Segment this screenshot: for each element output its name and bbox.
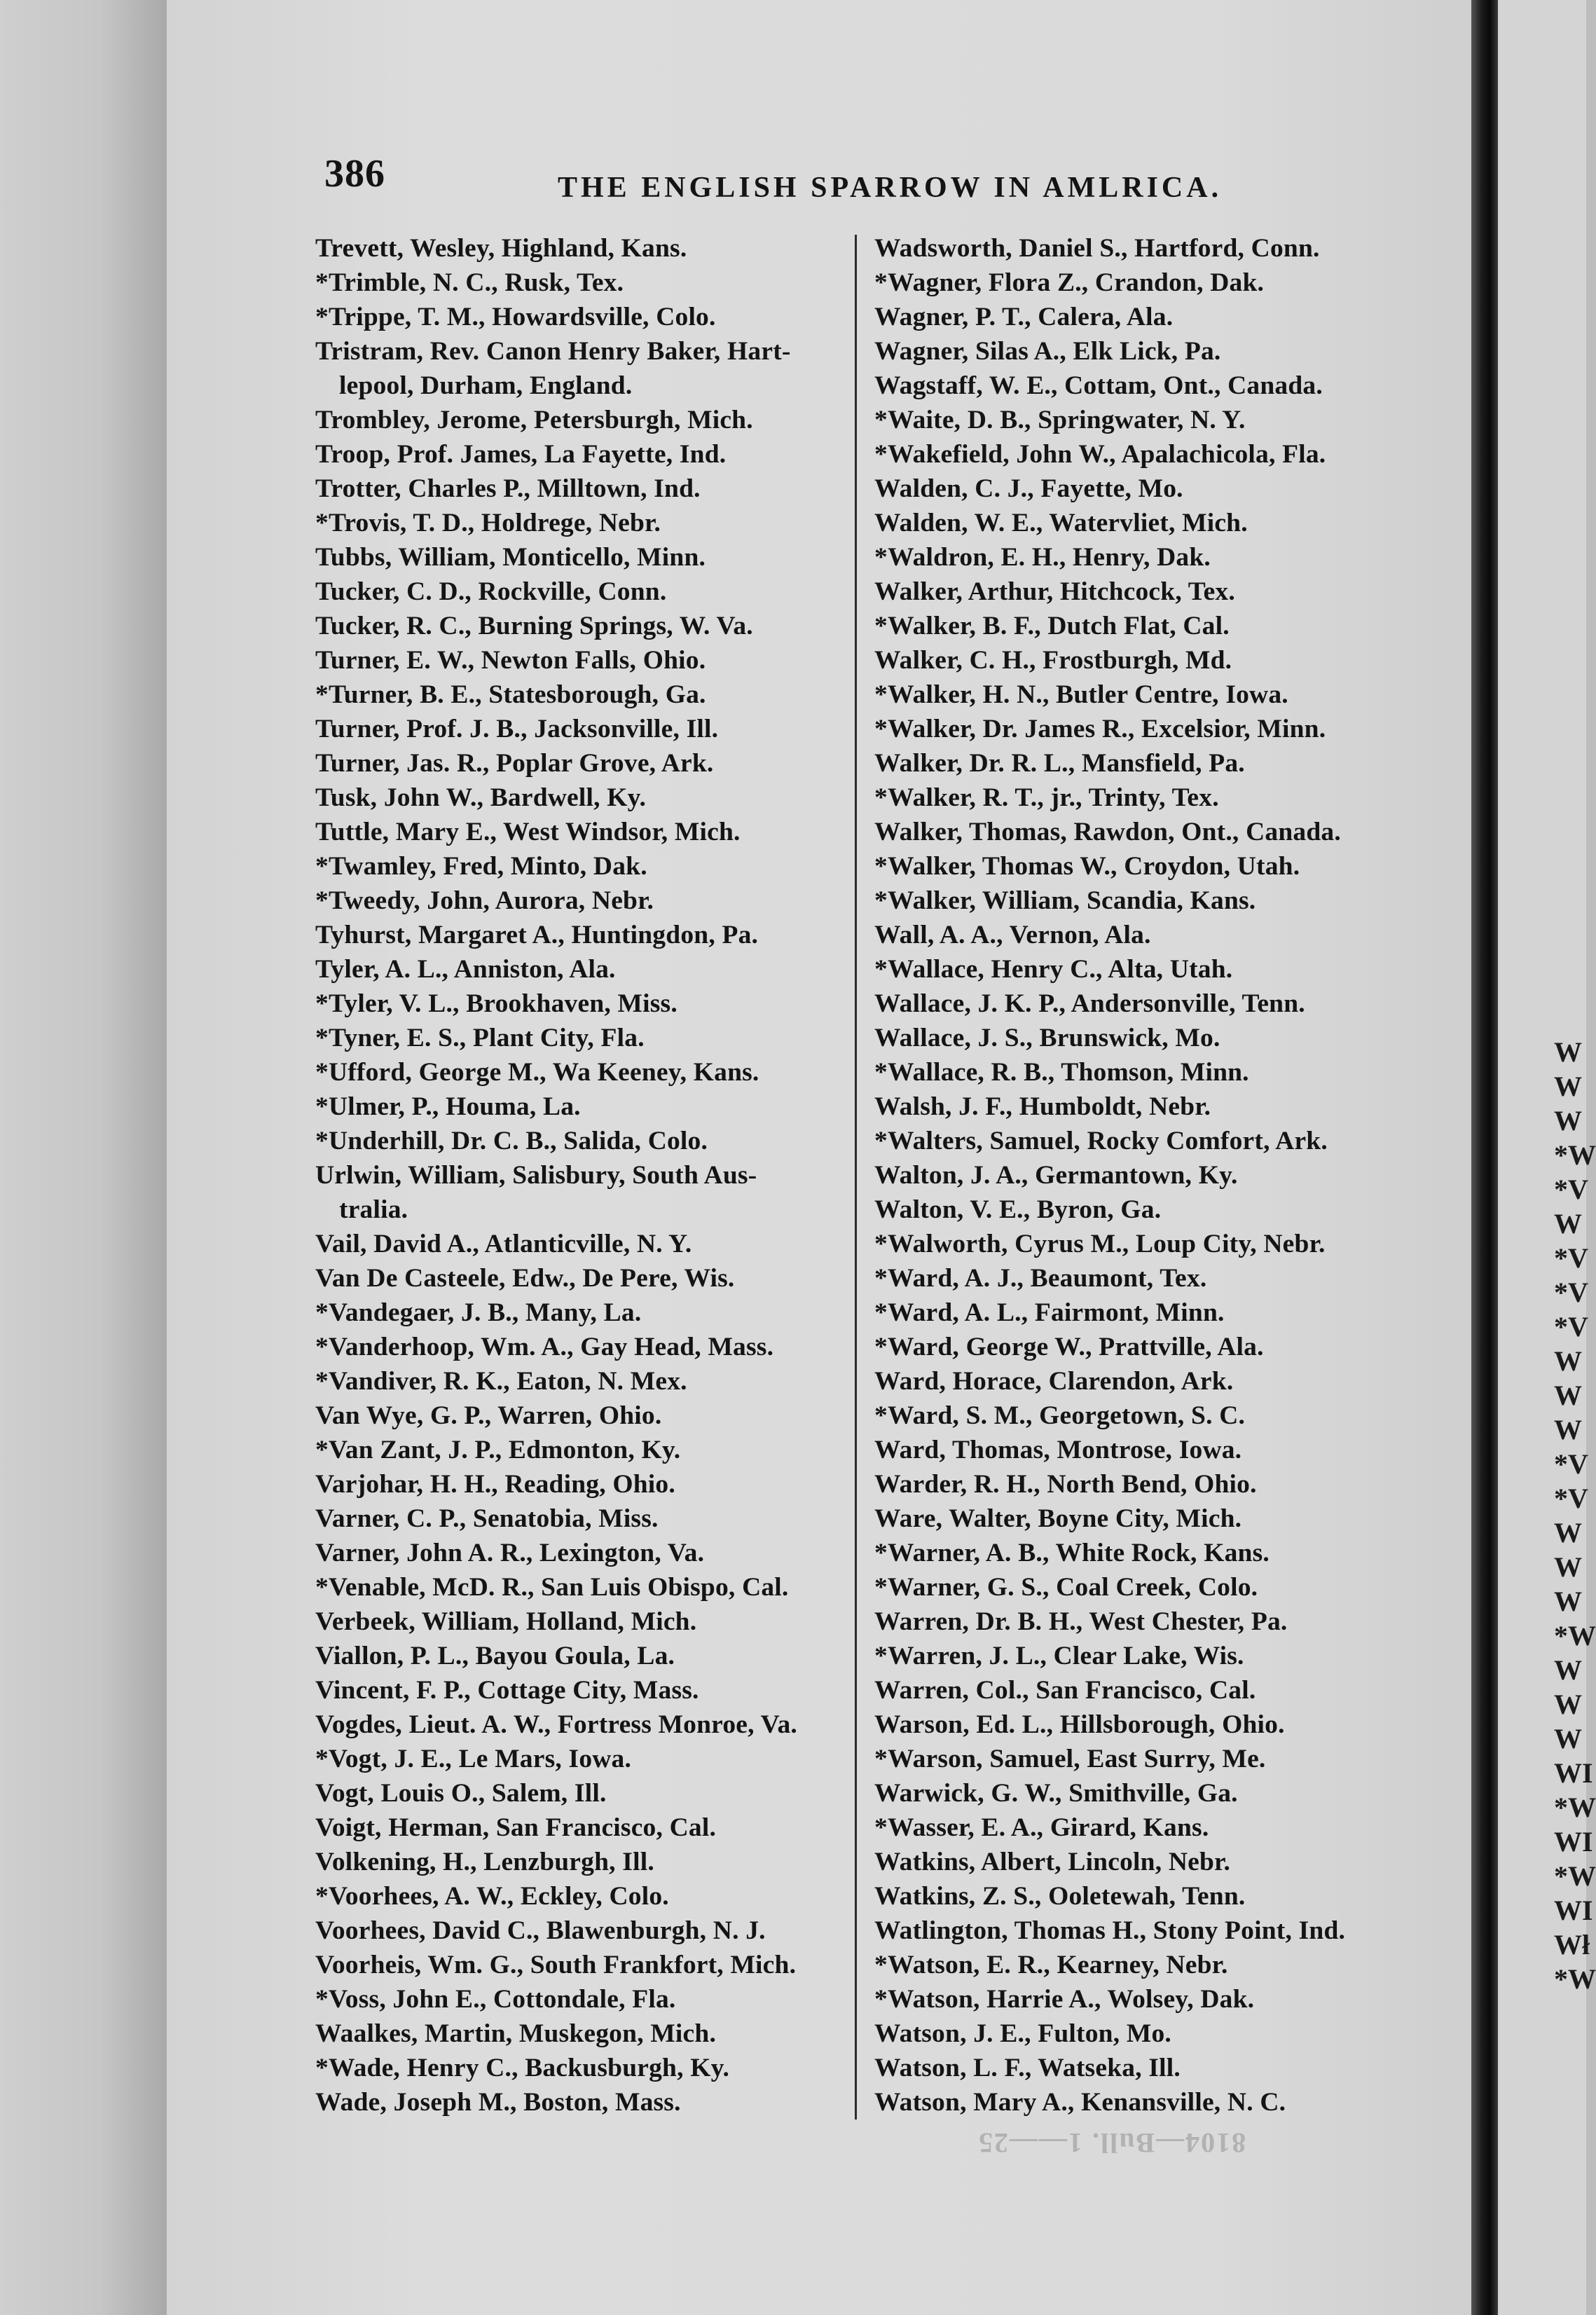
directory-entry: Tyler, A. L., Anniston, Ala. [315, 955, 616, 984]
directory-entry: Trotter, Charles P., Milltown, Ind. [315, 474, 701, 503]
directory-entry: Varner, C. P., Senatobia, Miss. [315, 1504, 659, 1533]
directory-entry: Verbeek, William, Holland, Mich. [315, 1607, 697, 1636]
directory-entry: *Walker, William, Scandia, Kans. [874, 886, 1256, 915]
directory-entry: *Tyler, V. L., Brookhaven, Miss. [315, 989, 677, 1018]
facing-page-fragment: Wł [1554, 1929, 1590, 1960]
directory-entry: Van Wye, G. P., Warren, Ohio. [315, 1401, 662, 1430]
directory-entry: Walker, C. H., Frostburgh, Md. [874, 646, 1232, 675]
directory-entry: Tyhurst, Margaret A., Huntingdon, Pa. [315, 921, 759, 949]
facing-page-fragment: *W [1554, 1860, 1596, 1892]
directory-entry: *Waldron, E. H., Henry, Dak. [874, 543, 1211, 572]
directory-entry: *Tyner, E. S., Plant City, Fla. [315, 1024, 645, 1052]
directory-entry: Wagner, Silas A., Elk Lick, Pa. [874, 337, 1221, 366]
directory-entry: *Trippe, T. M., Howardsville, Colo. [315, 303, 716, 331]
directory-entry: Walsh, J. F., Humboldt, Nebr. [874, 1092, 1211, 1121]
directory-entry: Vail, David A., Atlanticville, N. Y. [315, 1230, 692, 1258]
directory-entry: Warson, Ed. L., Hillsborough, Ohio. [874, 1710, 1285, 1739]
page-number: 386 [324, 152, 385, 195]
directory-entry: Ward, Horace, Clarendon, Ark. [874, 1367, 1234, 1396]
directory-entry: *Walters, Samuel, Rocky Comfort, Ark. [874, 1127, 1328, 1155]
directory-entry: Voorheis, Wm. G., South Frankfort, Mich. [315, 1951, 797, 1979]
directory-entry: Volkening, H., Lenzburgh, Ill. [315, 1848, 654, 1876]
directory-entry: *Trovis, T. D., Holdrege, Nebr. [315, 509, 661, 537]
directory-entry: *Wade, Henry C., Backusburgh, Ky. [315, 2054, 730, 2082]
directory-entry: Tubbs, William, Monticello, Minn. [315, 543, 706, 572]
facing-page-fragment: *V [1554, 1242, 1588, 1274]
directory-entry: *Warner, A. B., White Rock, Kans. [874, 1539, 1270, 1567]
facing-page-fragment: *W [1554, 1620, 1596, 1651]
directory-entry: Wallace, J. S., Brunswick, Mo. [874, 1024, 1220, 1052]
directory-entry: Wagner, P. T., Calera, Ala. [874, 303, 1174, 331]
directory-entry: Tristram, Rev. Canon Henry Baker, Hart- [315, 337, 791, 366]
directory-entry: *Tweedy, John, Aurora, Nebr. [315, 886, 654, 915]
right-column [874, 231, 1435, 2120]
signature-mark-showthrough: 8104—Bull. 1——25 [977, 2127, 1246, 2159]
directory-entry: Urlwin, William, Salisbury, South Aus- [315, 1161, 757, 1190]
directory-entry: *Voss, John E., Cottondale, Fla. [315, 1985, 676, 2014]
directory-entry: *Wallace, Henry C., Alta, Utah. [874, 955, 1233, 984]
facing-page-fragment: W [1554, 1689, 1582, 1720]
directory-entry: *Watson, E. R., Kearney, Nebr. [874, 1951, 1228, 1979]
directory-entry: Warder, R. H., North Bend, Ohio. [874, 1470, 1257, 1499]
facing-page-fragment: *W [1554, 1792, 1596, 1823]
directory-entry: *Walker, H. N., Butler Centre, Iowa. [874, 680, 1288, 709]
directory-entry: *Ward, A. J., Beaumont, Tex. [874, 1264, 1207, 1293]
directory-entry: *Underhill, Dr. C. B., Salida, Colo. [315, 1127, 708, 1155]
directory-entry: *Turner, B. E., Statesborough, Ga. [315, 680, 706, 709]
directory-entry: *Voorhees, A. W., Eckley, Colo. [315, 1882, 669, 1911]
facing-page-fragment: *W [1554, 1963, 1596, 1995]
facing-page-fragment: W [1554, 1551, 1582, 1583]
facing-page-fragment: *V [1554, 1448, 1588, 1480]
directory-entry: Wadsworth, Daniel S., Hartford, Conn. [874, 234, 1320, 263]
book-gutter [1471, 0, 1498, 2315]
directory-entry: Walker, Thomas, Rawdon, Ont., Canada. [874, 818, 1341, 846]
directory-entry: Watkins, Z. S., Ooletewah, Tenn. [874, 1882, 1246, 1911]
directory-entry: *Wagner, Flora Z., Crandon, Dak. [874, 268, 1265, 297]
directory-entry: Vogt, Louis O., Salem, Ill. [315, 1779, 607, 1808]
facing-page-fragment: W [1554, 1071, 1582, 1102]
directory-entry: Voorhees, David C., Blawenburgh, N. J. [315, 1916, 766, 1945]
facing-page-fragment: W [1554, 1414, 1582, 1445]
directory-entry: Watson, Mary A., Kenansville, N. C. [874, 2088, 1286, 2117]
facing-page-fragment: W [1554, 1517, 1582, 1548]
facing-page-fragment: W [1554, 1105, 1582, 1136]
directory-entry: *Ward, George W., Prattville, Ala. [874, 1333, 1264, 1361]
directory-entry: *Ward, A. L., Fairmont, Minn. [874, 1298, 1225, 1327]
directory-entry: Walton, J. A., Germantown, Ky. [874, 1161, 1238, 1190]
facing-page-fragment: *V [1554, 1174, 1588, 1205]
directory-entry: Waalkes, Martin, Muskegon, Mich. [315, 2019, 717, 2048]
directory-entry: *Warson, Samuel, East Surry, Me. [874, 1745, 1266, 1773]
directory-entry: Wallace, J. K. P., Andersonville, Tenn. [874, 989, 1305, 1018]
directory-entry: Viallon, P. L., Bayou Goula, La. [315, 1642, 675, 1670]
directory-entry: *Wakefield, John W., Apalachicola, Fla. [874, 440, 1326, 469]
directory-entry: *Vandegaer, J. B., Many, La. [315, 1298, 642, 1327]
facing-page-fragment: WI [1554, 1826, 1593, 1857]
directory-entry: *Walker, R. T., jr., Trinty, Tex. [874, 783, 1219, 812]
directory-entry: Ware, Walter, Boyne City, Mich. [874, 1504, 1242, 1533]
directory-entry: *Watson, Harrie A., Wolsey, Dak. [874, 1985, 1255, 2014]
directory-entry: Warren, Col., San Francisco, Cal. [874, 1676, 1256, 1705]
directory-entry: Wall, A. A., Vernon, Ala. [874, 921, 1151, 949]
directory-entry: *Vanderhoop, Wm. A., Gay Head, Mass. [315, 1333, 774, 1361]
directory-entry: Tusk, John W., Bardwell, Ky. [315, 783, 647, 812]
directory-entry: Vogdes, Lieut. A. W., Fortress Monroe, Va. [315, 1710, 797, 1739]
facing-page-fragment: *V [1554, 1277, 1588, 1308]
directory-entry: *Van Zant, J. P., Edmonton, Ky. [315, 1436, 681, 1464]
directory-entry: *Ufford, George M., Wa Keeney, Kans. [315, 1058, 759, 1087]
directory-entry: *Walker, Thomas W., Croydon, Utah. [874, 852, 1300, 881]
directory-entry: *Warren, J. L., Clear Lake, Wis. [874, 1642, 1244, 1670]
directory-entry: Watkins, Albert, Lincoln, Nebr. [874, 1848, 1231, 1876]
facing-page-fragment: W [1554, 1380, 1582, 1411]
directory-entry: *Trimble, N. C., Rusk, Tex. [315, 268, 624, 297]
directory-entry: Watson, L. F., Watseka, Ill. [874, 2054, 1181, 2082]
directory-entry: Walker, Dr. R. L., Mansfield, Pa. [874, 749, 1245, 778]
column-divider [855, 235, 857, 2120]
directory-entry: Voigt, Herman, San Francisco, Cal. [315, 1813, 717, 1842]
directory-entry: Warren, Dr. B. H., West Chester, Pa. [874, 1607, 1288, 1636]
directory-entry: lepool, Durham, England. [339, 371, 633, 400]
directory-entry: *Vandiver, R. K., Eaton, N. Mex. [315, 1367, 687, 1396]
scan-left-margin [0, 0, 167, 2315]
directory-entry: *Warner, G. S., Coal Creek, Colo. [874, 1573, 1258, 1602]
directory-entry: Van De Casteele, Edw., De Pere, Wis. [315, 1264, 735, 1293]
directory-entry: *Vogt, J. E., Le Mars, Iowa. [315, 1745, 632, 1773]
directory-entry: Turner, Prof. J. B., Jacksonville, Ill. [315, 715, 719, 743]
directory-entry: tralia. [339, 1195, 408, 1224]
directory-entry: Wagstaff, W. E., Cottam, Ont., Canada. [874, 371, 1323, 400]
directory-entry: Trombley, Jerome, Petersburgh, Mich. [315, 406, 753, 434]
directory-entry: Walker, Arthur, Hitchcock, Tex. [874, 577, 1235, 606]
directory-entry: Tuttle, Mary E., West Windsor, Mich. [315, 818, 741, 846]
directory-entry: Trevett, Wesley, Highland, Kans. [315, 234, 687, 263]
facing-page-fragment: W [1554, 1586, 1582, 1617]
left-column [315, 231, 848, 2120]
directory-entry: Walden, C. J., Fayette, Mo. [874, 474, 1183, 503]
directory-entry: *Walker, B. F., Dutch Flat, Cal. [874, 612, 1230, 640]
directory-entry: Walton, V. E., Byron, Ga. [874, 1195, 1162, 1224]
directory-entry: Watlington, Thomas H., Stony Point, Ind. [874, 1916, 1346, 1945]
directory-entry: *Twamley, Fred, Minto, Dak. [315, 852, 647, 881]
directory-entry: *Wasser, E. A., Girard, Kans. [874, 1813, 1209, 1842]
directory-entry: Warwick, G. W., Smithville, Ga. [874, 1779, 1238, 1808]
facing-page-edge [1498, 0, 1596, 2315]
directory-entry: *Ulmer, P., Houma, La. [315, 1092, 581, 1121]
directory-entry: *Waite, D. B., Springwater, N. Y. [874, 406, 1246, 434]
facing-page-fragment: W [1554, 1723, 1582, 1754]
facing-page-fragment: *V [1554, 1483, 1588, 1514]
facing-page-fragment: W [1554, 1036, 1582, 1068]
directory-entry: Walden, W. E., Watervliet, Mich. [874, 509, 1248, 537]
facing-page-fragment: W [1554, 1654, 1582, 1686]
facing-page-fragment: W [1554, 1345, 1582, 1377]
directory-entry: Wade, Joseph M., Boston, Mass. [315, 2088, 681, 2117]
directory-entry: Turner, Jas. R., Poplar Grove, Ark. [315, 749, 714, 778]
directory-entry: *Walker, Dr. James R., Excelsior, Minn. [874, 715, 1326, 743]
directory-entry: Troop, Prof. James, La Fayette, Ind. [315, 440, 727, 469]
directory-entry: Turner, E. W., Newton Falls, Ohio. [315, 646, 706, 675]
facing-page-fragment: W [1554, 1208, 1582, 1239]
running-head-title: THE ENGLISH SPARROW IN AMLRICA. [558, 172, 1223, 204]
directory-entry: *Venable, McD. R., San Luis Obispo, Cal. [315, 1573, 789, 1602]
directory-entry: Tucker, C. D., Rockville, Conn. [315, 577, 667, 606]
directory-entry: Watson, J. E., Fulton, Mo. [874, 2019, 1171, 2048]
directory-entry: *Ward, S. M., Georgetown, S. C. [874, 1401, 1246, 1430]
facing-page-fragment: WI [1554, 1757, 1593, 1789]
facing-page-fragment: WI [1554, 1895, 1593, 1926]
directory-entry: Ward, Thomas, Montrose, Iowa. [874, 1436, 1242, 1464]
directory-entry: Varjohar, H. H., Reading, Ohio. [315, 1470, 675, 1499]
directory-entry: *Wallace, R. B., Thomson, Minn. [874, 1058, 1249, 1087]
facing-page-fragment: *V [1554, 1311, 1588, 1342]
directory-entry: Varner, John A. R., Lexington, Va. [315, 1539, 705, 1567]
directory-entry: Tucker, R. C., Burning Springs, W. Va. [315, 612, 753, 640]
directory-entry: Vincent, F. P., Cottage City, Mass. [315, 1676, 699, 1705]
facing-page-fragment: *W [1554, 1139, 1596, 1171]
directory-entry: *Walworth, Cyrus M., Loup City, Nebr. [874, 1230, 1326, 1258]
